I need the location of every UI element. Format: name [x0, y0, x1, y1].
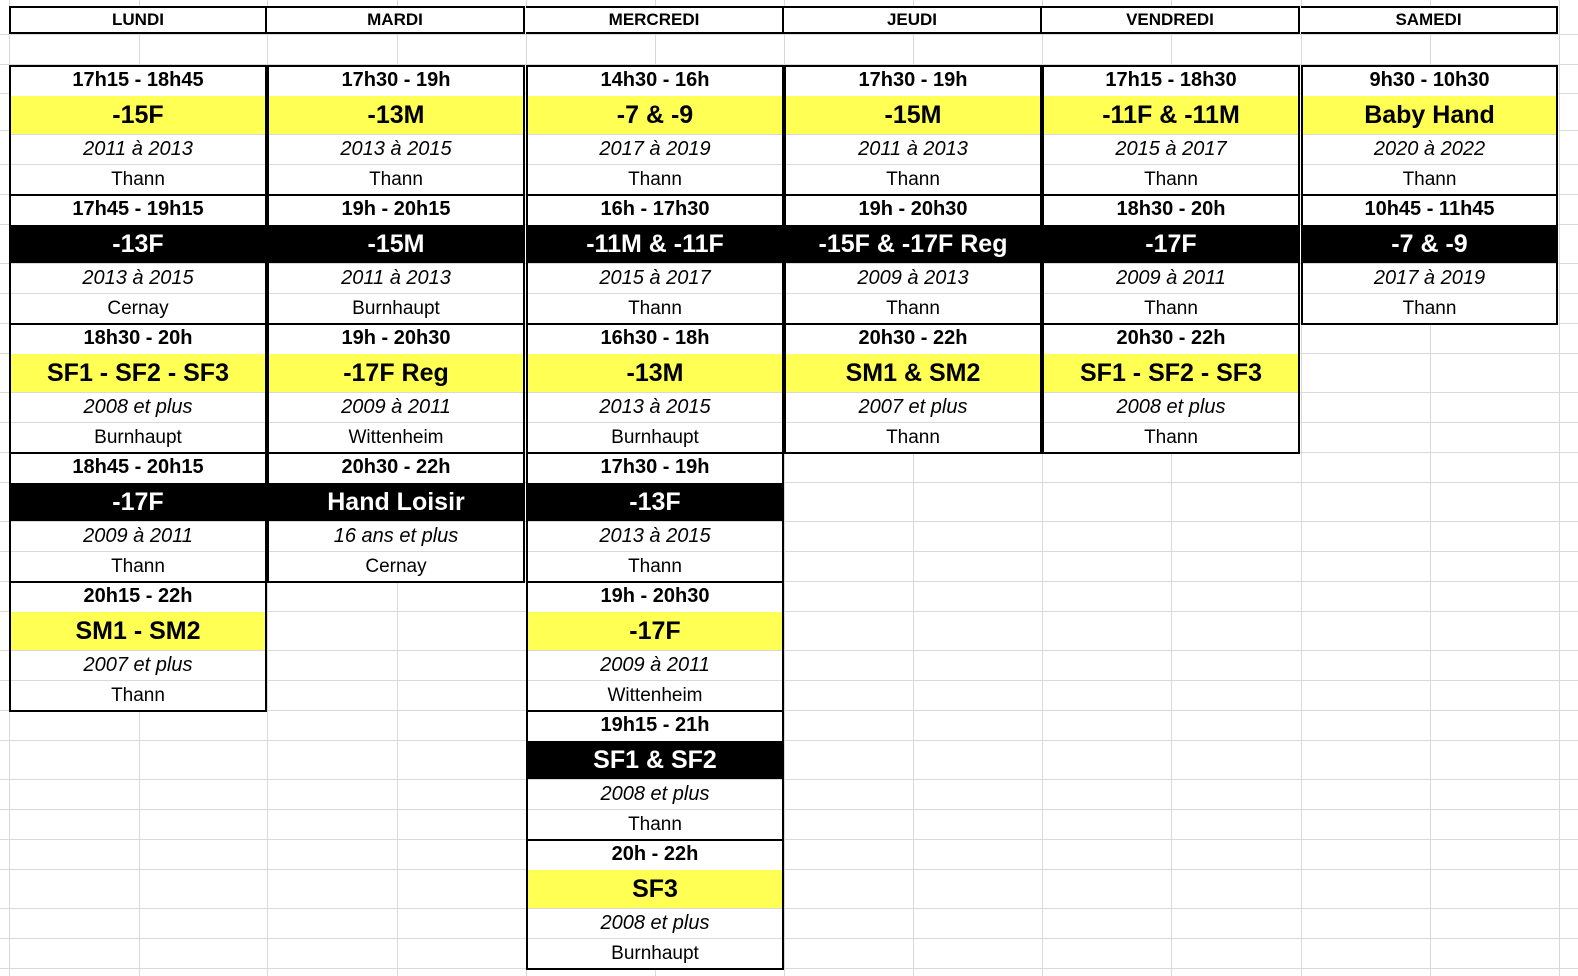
session-years: 2008 et plus [11, 392, 265, 422]
session-team: -7 & -9 [1303, 225, 1556, 263]
session-time: 17h15 - 18h45 [72, 69, 204, 91]
session-years: 2008 et plus [1044, 392, 1298, 422]
session-years: 2011 à 2013 [786, 134, 1040, 164]
session-years: 2020 à 2022 [1303, 134, 1556, 164]
session-years: 2007 et plus [11, 650, 265, 680]
session-team: -17F [11, 483, 265, 521]
session-time: 17h15 - 18h30 [1105, 69, 1237, 91]
gridline [0, 34, 1578, 35]
session-place: Burnhaupt [528, 422, 782, 452]
session-years: 2008 et plus [528, 779, 782, 809]
session-team: -13M [269, 96, 523, 134]
session-years: 2013 à 2015 [269, 134, 523, 164]
session-place: Thann [786, 293, 1040, 323]
session-years: 2011 à 2013 [269, 263, 523, 293]
session-place: Thann [528, 164, 782, 194]
session-block [526, 323, 784, 454]
session-place: Cernay [269, 551, 523, 581]
session-years: 2017 à 2019 [1303, 263, 1556, 293]
session-block [1301, 194, 1558, 325]
session-block [526, 452, 784, 583]
session-team: -11F & -11M [1044, 96, 1298, 134]
session-block [1042, 323, 1300, 454]
session-block [526, 839, 784, 970]
session-time: 19h15 - 21h [600, 714, 710, 736]
session-years: 2009 à 2013 [786, 263, 1040, 293]
session-time: 19h - 20h30 [341, 327, 451, 349]
session-team: Hand Loisir [269, 483, 523, 521]
session-team: SM1 & SM2 [786, 354, 1040, 392]
session-place: Thann [11, 164, 265, 194]
session-place: Thann [528, 809, 782, 839]
session-place: Thann [269, 164, 523, 194]
session-years: 2015 à 2017 [1044, 134, 1298, 164]
session-time: 16h - 17h30 [600, 198, 710, 220]
session-place: Thann [1044, 422, 1298, 452]
session-time: 18h30 - 20h [1116, 198, 1226, 220]
session-block [526, 710, 784, 841]
session-time: 19h - 20h30 [600, 585, 710, 607]
session-years: 2013 à 2015 [528, 521, 782, 551]
session-years: 16 ans et plus [269, 521, 523, 551]
session-block [1301, 65, 1558, 196]
session-years: 2009 à 2011 [528, 650, 782, 680]
session-block [9, 65, 267, 196]
session-years: 2011 à 2013 [11, 134, 265, 164]
gridline [0, 740, 1578, 741]
session-block [784, 194, 1042, 325]
session-team: SF1 - SF2 - SF3 [1044, 354, 1298, 392]
session-block [267, 452, 525, 583]
session-team: SF1 & SF2 [528, 741, 782, 779]
day-header-vendredi: VENDREDI [1042, 6, 1300, 34]
session-time: 17h30 - 19h [858, 69, 968, 91]
session-years: 2007 et plus [786, 392, 1040, 422]
session-team: -15F [11, 96, 265, 134]
session-block [267, 65, 525, 196]
session-team: -15F & -17F Reg [786, 225, 1040, 263]
session-years: 2015 à 2017 [528, 263, 782, 293]
session-team: -17F [1044, 225, 1298, 263]
session-place: Burnhaupt [269, 293, 523, 323]
session-place: Wittenheim [269, 422, 523, 452]
session-place: Thann [528, 551, 782, 581]
session-team: -15M [269, 225, 523, 263]
session-place: Thann [11, 680, 265, 710]
gridline [0, 968, 1578, 969]
gridline [1559, 0, 1560, 976]
session-team: Baby Hand [1303, 96, 1556, 134]
session-years: 2008 et plus [528, 908, 782, 938]
gridline [0, 809, 1578, 810]
session-team: -7 & -9 [528, 96, 782, 134]
session-block [784, 65, 1042, 196]
session-years: 2009 à 2011 [1044, 263, 1298, 293]
session-place: Thann [1303, 164, 1556, 194]
gridline [0, 869, 1578, 870]
session-team: -11M & -11F [528, 225, 782, 263]
session-block [267, 323, 525, 454]
session-team: SM1 - SM2 [11, 612, 265, 650]
session-place: Thann [11, 551, 265, 581]
session-team: -13F [11, 225, 265, 263]
session-time: 10h45 - 11h45 [1364, 198, 1495, 220]
session-place: Thann [1044, 293, 1298, 323]
session-years: 2013 à 2015 [11, 263, 265, 293]
session-time: 20h - 22h [611, 843, 699, 865]
session-team: SF3 [528, 870, 782, 908]
session-time: 20h30 - 22h [341, 456, 451, 478]
session-block [526, 194, 784, 325]
gridline [0, 938, 1578, 939]
day-header-mercredi: MERCREDI [526, 6, 784, 34]
session-time: 20h15 - 22h [83, 585, 193, 607]
session-place: Thann [786, 422, 1040, 452]
session-place: Cernay [11, 293, 265, 323]
session-block [9, 194, 267, 325]
session-place: Thann [1303, 293, 1556, 323]
session-time: 17h45 - 19h15 [72, 198, 204, 220]
session-block [267, 194, 525, 325]
session-time: 18h45 - 20h15 [72, 456, 204, 478]
session-block [784, 323, 1042, 454]
session-time: 17h30 - 19h [341, 69, 451, 91]
session-block [526, 65, 784, 196]
session-place: Thann [786, 164, 1040, 194]
session-time: 19h - 20h15 [341, 198, 451, 220]
session-time: 20h30 - 22h [1116, 327, 1226, 349]
session-team: -17F Reg [269, 354, 523, 392]
session-time: 16h30 - 18h [600, 327, 710, 349]
session-block [9, 323, 267, 454]
session-time: 14h30 - 16h [600, 69, 710, 91]
day-header-lundi: LUNDI [9, 6, 267, 34]
session-team: -17F [528, 612, 782, 650]
session-team: -13M [528, 354, 782, 392]
gridline [0, 779, 1578, 780]
session-block [1042, 65, 1300, 196]
session-place: Burnhaupt [11, 422, 265, 452]
session-time: 9h30 - 10h30 [1369, 69, 1490, 91]
day-header-jeudi: JEUDI [784, 6, 1042, 34]
day-header-mardi: MARDI [267, 6, 525, 34]
session-block [1042, 194, 1300, 325]
gridline [0, 839, 1578, 840]
session-years: 2009 à 2011 [269, 392, 523, 422]
session-place: Burnhaupt [528, 938, 782, 968]
session-block [526, 581, 784, 712]
session-place: Thann [528, 293, 782, 323]
gridline [0, 908, 1578, 909]
session-time: 19h - 20h30 [858, 198, 968, 220]
session-block [9, 452, 267, 583]
session-block [9, 581, 267, 712]
day-header-samedi: SAMEDI [1301, 6, 1558, 34]
session-time: 18h30 - 20h [83, 327, 193, 349]
session-time: 20h30 - 22h [858, 327, 968, 349]
session-team: -13F [528, 483, 782, 521]
session-place: Wittenheim [528, 680, 782, 710]
session-team: -15M [786, 96, 1040, 134]
session-team: SF1 - SF2 - SF3 [11, 354, 265, 392]
session-place: Thann [1044, 164, 1298, 194]
session-time: 17h30 - 19h [600, 456, 710, 478]
session-years: 2013 à 2015 [528, 392, 782, 422]
session-years: 2009 à 2011 [11, 521, 265, 551]
session-years: 2017 à 2019 [528, 134, 782, 164]
